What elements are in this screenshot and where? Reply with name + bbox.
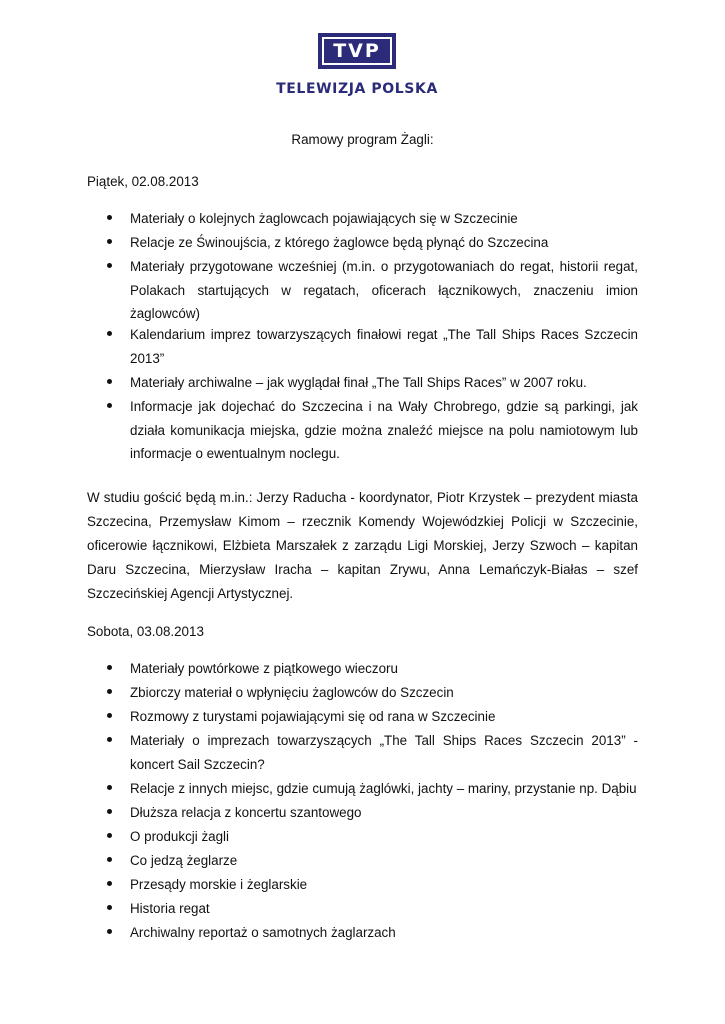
day2-heading: Sobota, 03.08.2013: [87, 624, 204, 639]
bullet-icon: [107, 737, 112, 742]
bullet-icon: [107, 263, 112, 268]
bullet-icon: [107, 809, 112, 814]
bullet-icon: [107, 379, 112, 384]
bullet-icon: [107, 857, 112, 862]
bullet-icon: [107, 239, 112, 244]
bullet-icon: [107, 331, 112, 336]
tvp-logo-letters: TVP: [333, 39, 381, 62]
bullet-icon: [107, 929, 112, 934]
bullet-icon: [107, 713, 112, 718]
bullet-icon: [107, 833, 112, 838]
bullet-icon: [107, 785, 112, 790]
day1-heading: Piątek, 02.08.2013: [87, 174, 199, 189]
bullet-icon: [107, 665, 112, 670]
bullet-icon: [107, 689, 112, 694]
document-title: Ramowy program Żagli:: [291, 132, 434, 147]
tvp-logo-mark: [318, 33, 396, 69]
bullet-icon: [107, 215, 112, 220]
bullet-icon: [107, 881, 112, 886]
tvp-logo-subtitle: TELEWIZJA POLSKA: [276, 81, 438, 97]
bullet-icon: [107, 905, 112, 910]
guests-paragraph: W studiu gościć będą m.in.: Jerzy Raducha - koordynator, Piotr Krzystek – prezydent miasta Szczecina, Przemysław Kimom – rzecznik Komendy Wojewódzkiej Policji w Szczecinie, oficerowie łącznikowi, Elżbieta Marszałek z zarządu Ligi Morskiej, Jerzy Szwoch – kapitan Daru Szczecina, Mierzysław Iracha – kapitan Zrywu, Anna Lemańczyk-Białas – szef Szczecińskiej Agencji Artystycznej.: [87, 490, 638, 601]
bullet-icon: [107, 403, 112, 408]
